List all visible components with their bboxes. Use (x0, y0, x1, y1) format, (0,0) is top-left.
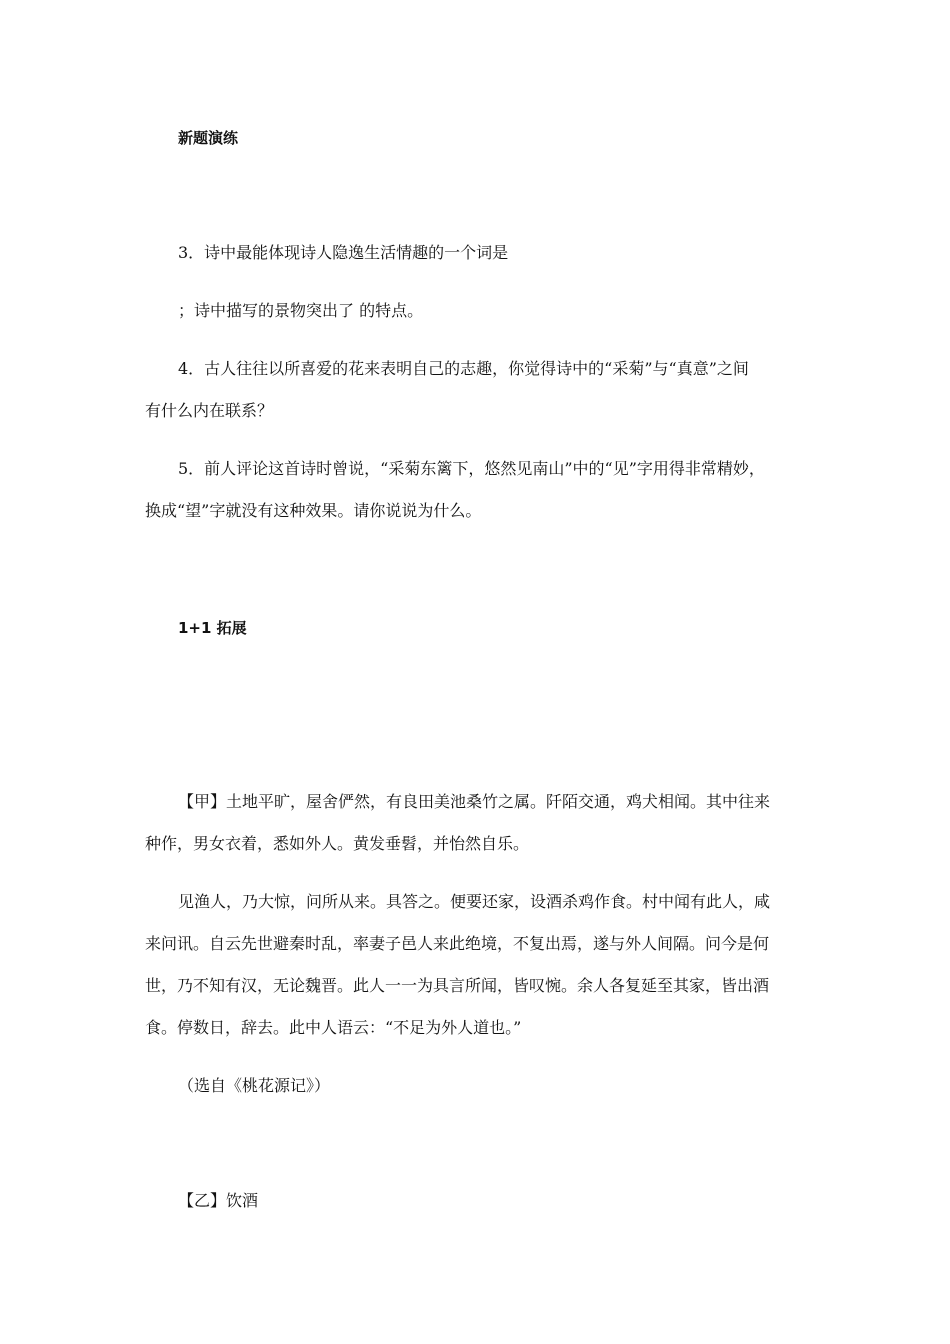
question-5-line-1: 5．前人评论这首诗时曾说，“采菊东篱下，悠然见南山”中的“见”字用得非常精妙， (178, 459, 765, 478)
passage-jia-p2-line-4: 食。停数日，辞去。此中人语云：“不足为外人道也。” (145, 1018, 522, 1037)
passage-jia-p1-line-1: 【甲】土地平旷，屋舍俨然，有良田美池桑竹之属。阡陌交通，鸡犬相闻。其中往来 (178, 792, 771, 811)
passage-jia-p2-line-3: 世，乃不知有汉，无论魏晋。此人一一为具言所闻，皆叹惋。余人各复延至其家，皆出酒 (145, 976, 770, 995)
passage-jia-source: （选自《桃花源记》） (178, 1076, 331, 1095)
passage-jia-p2-line-2: 来问讯。自云先世避秦时乱，率妻子邑人来此绝境，不复出焉，遂与外人间隔。问今是何 (145, 934, 770, 953)
passage-jia-p2-line-1: 见渔人，乃大惊，问所从来。具答之。便要还家，设酒杀鸡作食。村中闻有此人，咸 (178, 892, 771, 911)
question-3-line-2: ；诗中描写的景物突出了 的特点。 (178, 301, 424, 320)
passage-yi-title: 【乙】饮酒 (178, 1191, 259, 1210)
section-title-extension: 1+1 拓展 (178, 619, 247, 637)
question-5-line-2: 换成“望”字就没有这种效果。请你说说为什么。 (145, 501, 482, 520)
passage-jia-p1-line-2: 种作，男女衣着，悉如外人。黄发垂髫，并怡然自乐。 (145, 834, 530, 853)
question-3-line-1: 3．诗中最能体现诗人隐逸生活情趣的一个词是 (178, 243, 509, 262)
section-title-new-practice: 新题演练 (178, 129, 239, 147)
question-4-line-2: 有什么内在联系？ (145, 401, 274, 420)
question-4-line-1: 4．古人往往以所喜爱的花来表明自己的志趣，你觉得诗中的“采菊”与“真意”之间 (178, 359, 749, 378)
